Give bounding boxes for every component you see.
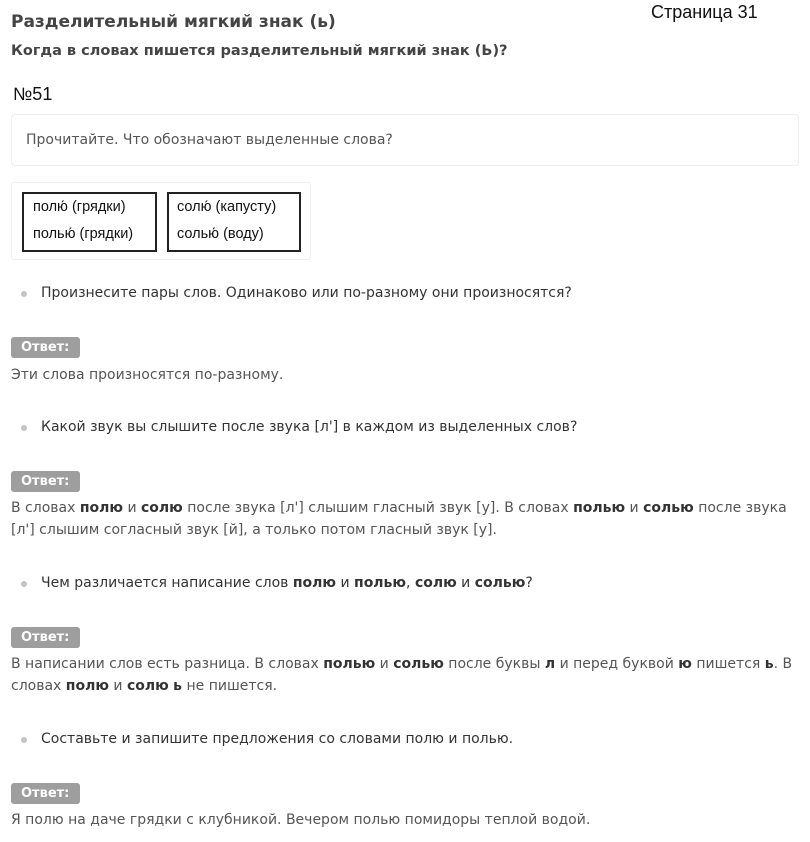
answer-text	[11, 497, 796, 541]
text-run: Я полю на даче грядки с клубникой. Вечером полью помидоры теплой водой.	[11, 812, 591, 828]
question-text	[41, 731, 513, 747]
text-run: и	[625, 500, 644, 516]
bold-term: полю	[79, 500, 123, 516]
bullet-icon	[21, 737, 27, 743]
bold-term: полью	[323, 656, 376, 672]
answer-badge: Ответ:	[11, 783, 80, 804]
text-run: и	[123, 500, 141, 516]
bold-term: солью	[474, 575, 526, 591]
word-box-pol	[22, 192, 157, 252]
question-item	[0, 285, 810, 305]
instruction-text: Прочитайте. Что обозначают выделенные слова?	[26, 132, 393, 148]
text-run: пишется	[691, 656, 765, 672]
text-run: ?	[525, 575, 533, 591]
question-item	[0, 575, 810, 595]
page-subtitle: Когда в словах пишется разделительный мягкий знак (Ь)?	[11, 43, 508, 59]
text-run: после звука [л'] слышим гласный звук [у]. В словах	[182, 500, 574, 516]
bold-term: солю	[141, 500, 183, 516]
bold-term: солью	[393, 656, 444, 672]
bold-term: полью	[354, 575, 407, 591]
words-panel	[11, 182, 311, 260]
page-number: Страница 31	[651, 2, 758, 22]
text-run: и перед буквой	[555, 656, 679, 672]
bold-term: л	[544, 656, 556, 672]
text-run: Какой звук вы слышите после звука [л'] в каждом из выделенных слов?	[41, 419, 578, 435]
text-run: Чем различается написание слов	[41, 575, 293, 591]
bold-term: ю	[678, 656, 692, 672]
question-text	[41, 575, 533, 591]
text-run: и	[108, 678, 127, 694]
word-box-sol	[167, 192, 301, 252]
page-title: Разделительный мягкий знак (ь)	[11, 12, 336, 32]
word-line: солю́ (капусту)	[177, 199, 277, 215]
bold-term: ь	[764, 656, 774, 672]
task-number: №51	[13, 84, 53, 104]
bold-term: ь	[173, 678, 183, 694]
text-run: Составьте и запишите предложения со словами полю и полью.	[41, 731, 514, 747]
instruction-box	[11, 114, 799, 166]
text-run: В написании слов есть разница. В словах	[11, 656, 324, 672]
word-line: полю́ (грядки)	[33, 199, 126, 215]
text-run: после буквы	[443, 656, 545, 672]
bold-term: солью	[643, 500, 694, 516]
text-run: . В словах	[11, 656, 793, 694]
text-run: после звука [л'] слышим согласный звук [й], а только потом гласный звук [у].	[11, 500, 787, 538]
text-run: В словах	[11, 500, 80, 516]
answer-text	[11, 364, 796, 386]
bullet-icon	[21, 581, 27, 587]
question-item	[0, 731, 810, 751]
text-run: Эти слова произносятся по-разному.	[11, 367, 284, 383]
bullet-icon	[21, 291, 27, 297]
answer-badge: Ответ:	[11, 471, 80, 492]
answer-badge: Ответ:	[11, 627, 80, 648]
answer-badge: Ответ:	[11, 337, 80, 358]
text-run: и	[375, 656, 394, 672]
text-run: и	[336, 575, 355, 591]
bold-term: полю	[65, 678, 109, 694]
text-run: ,	[406, 575, 415, 591]
word-line: полью́ (грядки)	[33, 226, 134, 242]
bold-term: полью	[573, 500, 626, 516]
question-item	[0, 419, 810, 439]
bold-term: солю	[126, 678, 169, 694]
text-run: и	[456, 575, 475, 591]
bullet-icon	[21, 425, 27, 431]
text-run: не пишется.	[182, 678, 278, 694]
text-run: Произнесите пары слов. Одинаково или по-разному они произносятся?	[41, 285, 572, 301]
answer-text	[11, 809, 796, 831]
question-text	[41, 419, 577, 435]
bold-term: солю	[414, 575, 457, 591]
question-text	[41, 285, 572, 301]
bold-term: полю	[292, 575, 337, 591]
word-line: солью́ (воду)	[177, 226, 264, 242]
answer-text	[11, 653, 796, 697]
